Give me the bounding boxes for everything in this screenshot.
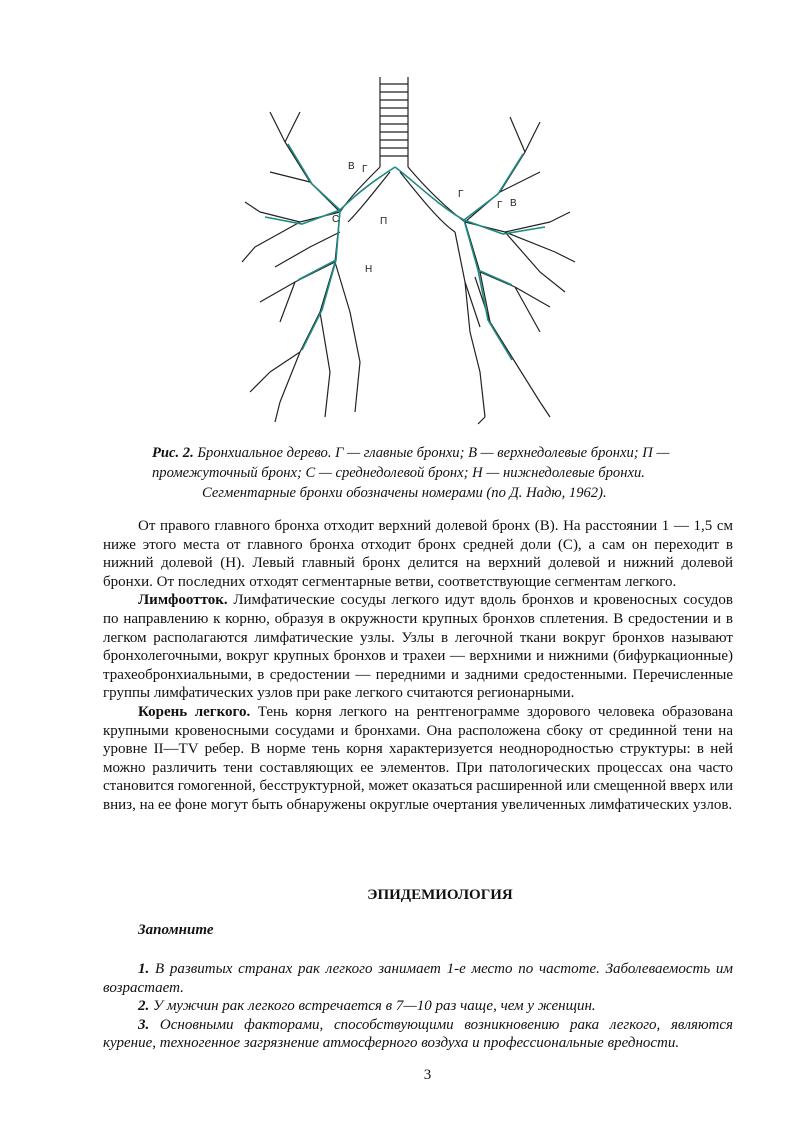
note-text: В развитых странах рак легкого занимает 1-е место по частоте. Заболеваемость им возрастает. bbox=[103, 961, 733, 996]
bronchial-tree-drawing bbox=[240, 72, 580, 427]
page-number: 3 bbox=[423, 1067, 432, 1083]
label-g-right: Г bbox=[362, 164, 368, 175]
caption-figure-number: Рис. 2. bbox=[152, 445, 194, 461]
label-c: С bbox=[332, 214, 340, 225]
figure-caption bbox=[152, 443, 732, 503]
bronchial-tree-figure bbox=[240, 72, 580, 427]
paragraph-lymph bbox=[103, 591, 733, 703]
section-heading: ЭПИДЕМИОЛОГИЯ bbox=[367, 887, 513, 903]
root-heading: Корень легкого. bbox=[138, 703, 251, 720]
note-number: 2. bbox=[138, 998, 150, 1014]
label-n: Н bbox=[365, 264, 373, 275]
note-item bbox=[103, 997, 733, 1016]
lymph-text: Лимфатические сосуды легкого идут вдоль бронхов и кровеносных сосудов по направлению к корню, образуя в окружности крупных бронхов сплетения. В средостении и в легком располагаются лимфатические узлы. Узлы в легочной ткани вокруг бронхов называют бронхолегочными, вокруг крупных бронхов и трахеи — верхними и нижними (бифуркационные) трахеобронхиальными, в средостении — передними и задними средостенными. Перечисленные группы лимфатических узлов при раке легкого считаются регионарными. bbox=[103, 592, 733, 702]
label-p: П bbox=[380, 216, 388, 227]
notes-list bbox=[103, 960, 733, 1053]
caption-line-2: промежуточный бронх; С — среднедолевой бронх; Н — нижнедолевые бронхи. bbox=[152, 465, 645, 481]
label-g-left2: Г bbox=[497, 200, 503, 211]
label-g-left: Г bbox=[458, 189, 464, 200]
label-v-right: В bbox=[348, 161, 355, 172]
main-text bbox=[103, 517, 733, 815]
note-number: 3. bbox=[138, 1016, 150, 1033]
note-number: 1. bbox=[138, 961, 150, 977]
note-item bbox=[103, 1016, 733, 1053]
root-text: Тень корня легкого на рентгенограмме здорового человека образована крупными кровеносными сосудами и бронхами. Она расположена сбоку от срединной тени на уровне II—TV ребер. В норме тень корня характеризуется неоднородностью структуры: в ней можно различить тени составляющих ее элементов. При патологических процессах она часто становится гомогенной, бесструктурной, может оказаться расширенной или смещенной вверх или вниз, на ее фоне могут быть обнаружены округлые очертания увеличенных лимфатических узлов. bbox=[103, 703, 733, 813]
label-v-left: В bbox=[510, 198, 517, 209]
lymph-heading: Лимфоотток. bbox=[138, 592, 228, 609]
note-text: У мужчин рак легкого встречается в 7—10 раз чаще, чем у женщин. bbox=[149, 998, 596, 1014]
remember-label: Запомните bbox=[138, 922, 214, 938]
note-text: Основными факторами, способствующими возникновению рака легкого, являются курение, техногенное загрязнение атмосферного воздуха и профессиональные вредности. bbox=[103, 1016, 733, 1051]
caption-line-3: Сегментарные бронхи обозначены номерами (по Д. Надю, 1962). bbox=[202, 485, 607, 501]
caption-line-1: Бронхиальное дерево. Г — главные бронхи; В — верхнедолевые бронхи; П — bbox=[193, 445, 670, 461]
paragraph-root bbox=[103, 703, 733, 815]
paragraph-bronchi: От правого главного бронха отходит верхний долевой бронх (В). На расстоянии 1 — 1,5 см ниже этого места от главного бронха отходит бронх средней доли (С), а сам он переходит в нижний долевой (Н). Левый главный бронх делится на верхний долевой и нижний долевой бронхи. От последних отходят сегментарные ветви, соответствующие сегментам легкого. bbox=[103, 518, 733, 590]
note-item bbox=[103, 960, 733, 997]
